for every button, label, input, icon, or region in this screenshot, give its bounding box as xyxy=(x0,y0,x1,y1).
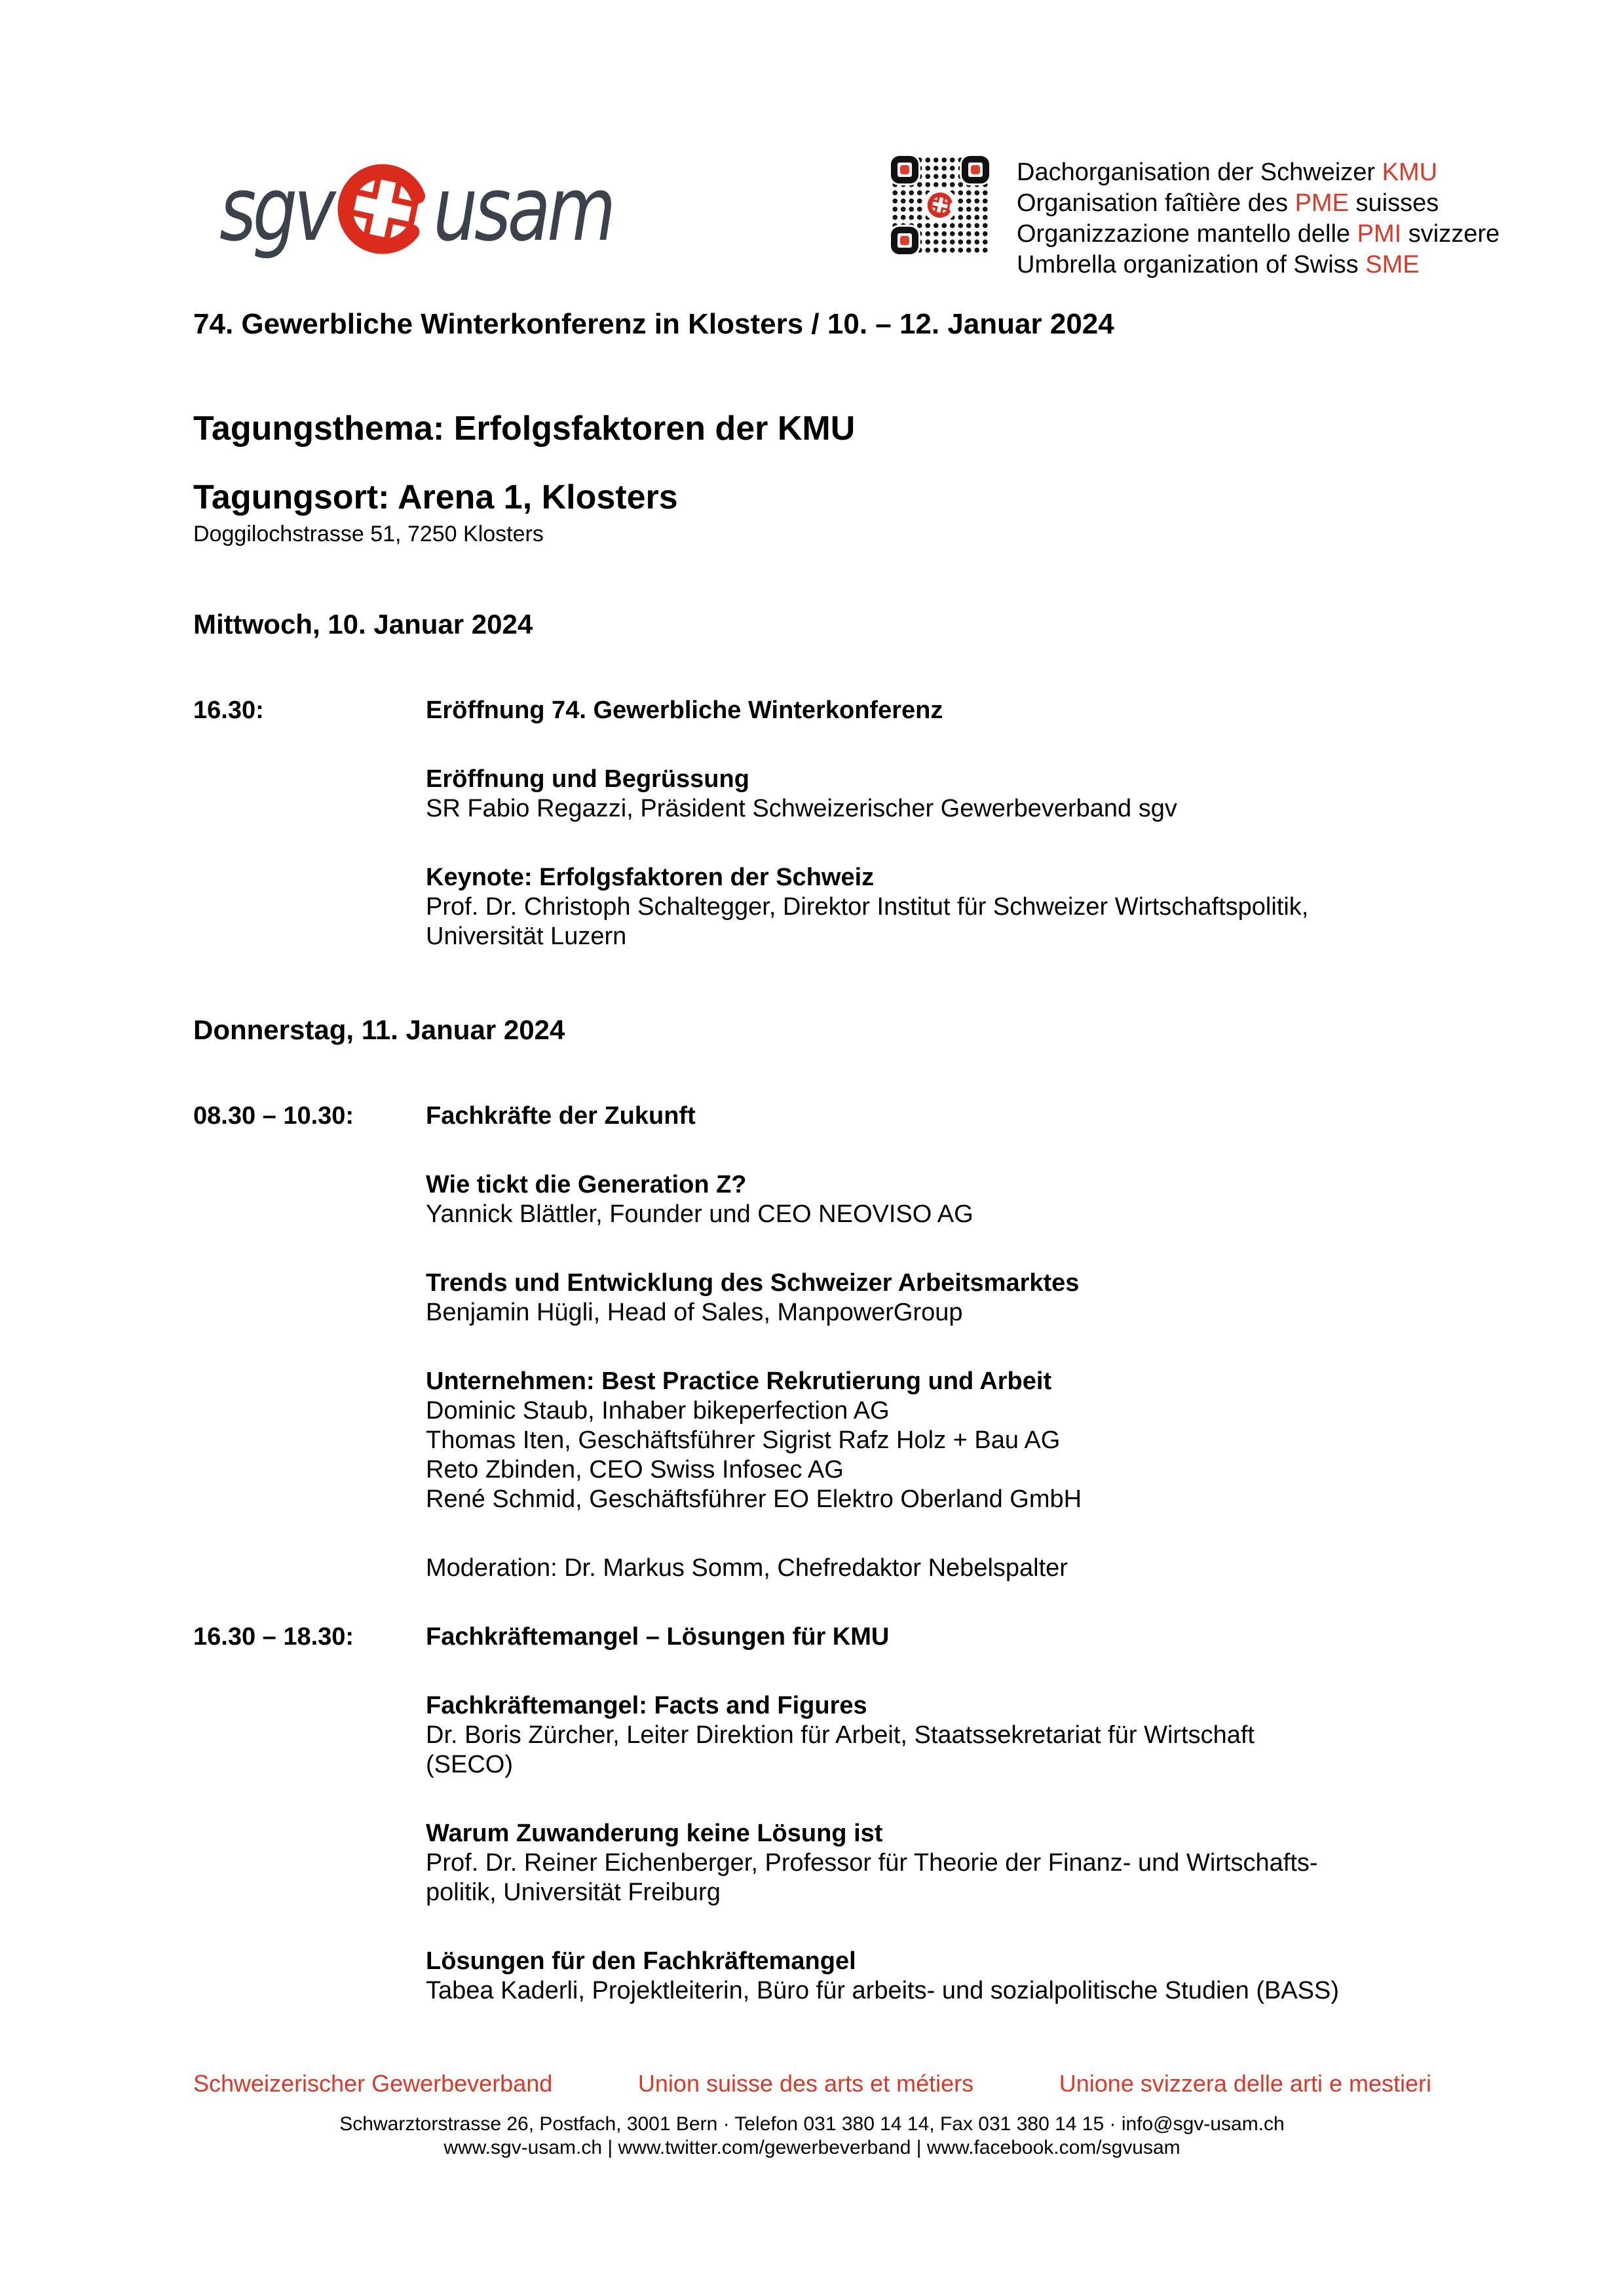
item-title: Warum Zuwanderung keine Lösung ist xyxy=(426,1820,883,1847)
speaker-line: Thomas Iten, Geschäftsführer Sigrist Rafz Holz + Bau AG xyxy=(426,1426,1061,1454)
qr-finder-icon xyxy=(891,227,918,254)
speaker-line: Prof. Dr. Reiner Eichenberger, Professor für Theorie der Finanz- und Wirtschafts- xyxy=(426,1849,1318,1877)
agenda-item xyxy=(426,863,1431,951)
sgv-usam-logo xyxy=(191,157,657,261)
agenda-item xyxy=(426,1269,1431,1328)
speaker-line: René Schmid, Geschäftsführer EO Elektro Oberland GmbH xyxy=(426,1485,1082,1513)
document-title: 74. Gewerbliche Winterkonferenz in Klosters / 10. – 12. Januar 2024 xyxy=(193,308,1114,340)
session-title: Fachkräftemangel – Lösungen für KMU xyxy=(426,1623,890,1651)
logo-text-usam: usam xyxy=(432,157,613,261)
speaker-line: Dr. Boris Zürcher, Leiter Direktion für Arbeit, Staatssekretariat für Wirtschaft xyxy=(426,1721,1255,1749)
session xyxy=(193,1101,1431,1583)
day-heading: Mittwoch, 10. Januar 2024 xyxy=(193,609,533,640)
qr-finder-icon xyxy=(962,156,989,183)
session-content xyxy=(426,696,1431,951)
speaker-line: Prof. Dr. Christoph Schaltegger, Direktor Institut für Schweizer Wirtschaftspolitik, xyxy=(426,893,1309,921)
tagline-de xyxy=(1017,157,1500,188)
session-time: 08.30 – 10.30: xyxy=(193,1102,354,1130)
footer-org-fr: Union suisse des arts et métiers xyxy=(637,2070,974,2097)
agenda-item xyxy=(426,1554,1431,1583)
session-content xyxy=(426,1622,1431,2006)
tagline-fr xyxy=(1017,188,1500,219)
tagline-abbrev: PMI xyxy=(1357,220,1402,248)
swiss-cross-at-icon xyxy=(333,160,432,258)
item-title: Unternehmen: Best Practice Rekrutierung und Arbeit xyxy=(426,1368,1052,1395)
tagline-text: Umbrella organization of Swiss xyxy=(1017,251,1366,278)
agenda-item xyxy=(426,765,1431,824)
venue-heading: Tagungsort: Arena 1, Klosters xyxy=(193,478,678,516)
tagline-text: suisses xyxy=(1348,189,1439,217)
session xyxy=(193,696,1431,951)
theme-heading: Tagungsthema: Erfolgsfaktoren der KMU xyxy=(193,410,856,448)
footer-address: Schwarztorstrasse 26, Postfach, 3001 Bern · Telefon 031 380 14 14, Fax 031 380 14 15 · info@sgv-usam.ch xyxy=(339,2113,1285,2135)
item-title: Wie tickt die Generation Z? xyxy=(426,1171,747,1198)
tagline-text: svizzere xyxy=(1401,220,1500,248)
speaker-line: (SECO) xyxy=(426,1751,513,1778)
session xyxy=(193,1622,1431,2006)
item-title: Fachkräftemangel: Facts and Figures xyxy=(426,1692,867,1719)
qr-center-logo-icon xyxy=(923,188,957,222)
tagline-abbrev: KMU xyxy=(1382,159,1438,186)
agenda-item xyxy=(426,1691,1431,1780)
session-title: Eröffnung 74. Gewerbliche Winterkonferenz xyxy=(426,697,943,724)
moderation-line: Moderation: Dr. Markus Somm, Chefredaktor Nebelspalter xyxy=(426,1554,1068,1582)
day-heading: Donnerstag, 11. Januar 2024 xyxy=(193,1014,565,1045)
tagline-text: Organisation faîtière des xyxy=(1017,189,1295,217)
footer-org-it: Unione svizzera delle arti e mestieri xyxy=(1059,2070,1431,2097)
item-title: Trends und Entwicklung des Schweizer Arbeitsmarktes xyxy=(426,1269,1080,1297)
speaker-line: politik, Universität Freiburg xyxy=(426,1879,721,1906)
session-time: 16.30 – 18.30: xyxy=(193,1623,354,1651)
footer-org-de: Schweizerischer Gewerbeverband xyxy=(193,2070,553,2097)
session-content xyxy=(426,1101,1431,1583)
speaker-line: Dominic Staub, Inhaber bikeperfection AG xyxy=(426,1397,890,1425)
qr-finder-icon xyxy=(891,156,918,183)
speaker-line: Tabea Kaderli, Projektleiterin, Büro für arbeits- und sozialpolitische Studien (BASS) xyxy=(426,1977,1340,2004)
footer-links: www.sgv-usam.ch | www.twitter.com/gewerbeverband | www.facebook.com/sgvusam xyxy=(444,2137,1180,2158)
session-time: 16.30: xyxy=(193,697,264,724)
org-taglines xyxy=(1017,157,1500,280)
venue-address: Doggilochstrasse 51, 7250 Klosters xyxy=(193,522,544,546)
tagline-text: Dachorganisation der Schweizer xyxy=(1017,159,1382,186)
agenda-item xyxy=(426,1367,1431,1514)
tagline-it xyxy=(1017,219,1500,250)
agenda-item xyxy=(426,1819,1431,1907)
speaker-line: SR Fabio Regazzi, Präsident Schweizerischer Gewerbeverband sgv xyxy=(426,795,1177,822)
qr-code xyxy=(891,156,989,254)
item-title: Eröffnung und Begrüssung xyxy=(426,765,749,793)
tagline-abbrev: PME xyxy=(1294,189,1349,217)
tagline-text: Organizzazione mantello delle xyxy=(1017,220,1357,248)
logo-text-sgv: sgv xyxy=(219,157,332,261)
agenda-item xyxy=(426,1947,1431,2006)
tagline-abbrev: SME xyxy=(1365,251,1420,278)
item-title: Keynote: Erfolgsfaktoren der Schweiz xyxy=(426,864,875,891)
agenda-item xyxy=(426,1170,1431,1229)
tagline-en xyxy=(1017,250,1500,280)
speaker-line: Benjamin Hügli, Head of Sales, ManpowerGroup xyxy=(426,1299,963,1326)
speaker-line: Universität Luzern xyxy=(426,923,627,950)
document-body xyxy=(193,307,1431,2006)
speaker-line: Reto Zbinden, CEO Swiss Infosec AG xyxy=(426,1456,844,1483)
footer-organisations xyxy=(193,2069,1431,2098)
session-title: Fachkräfte der Zukunft xyxy=(426,1102,696,1130)
speaker-line: Yannick Blättler, Founder und CEO NEOVISO AG xyxy=(426,1200,973,1228)
item-title: Lösungen für den Fachkräftemangel xyxy=(426,1947,856,1975)
